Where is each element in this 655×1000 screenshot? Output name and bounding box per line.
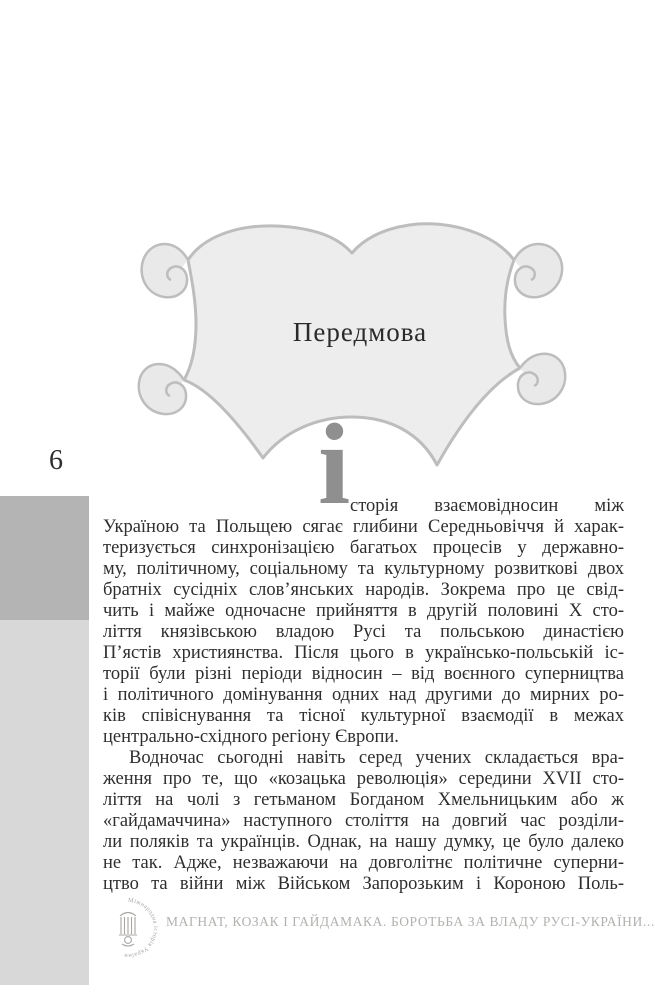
running-title: МАГНАТ, КОЗАК І ГАЙДАМАКА. БОРОТЬБА ЗА ВЛАДУ РУСІ-УКРАЇНИ... — [166, 914, 655, 929]
scroll-curl-bottom-left — [139, 364, 186, 414]
text-line: «гайдамаччина» наступного століття на довгий час розділи- — [103, 811, 624, 831]
seal-column-icon — [119, 913, 137, 947]
text-line: ків співіснування та тісної культурної взаємодії в межах — [103, 706, 624, 726]
page-number: 6 — [49, 445, 63, 476]
seal-ring-text: Міжнародна історія України — [123, 896, 160, 960]
text-line: Водночас сьогодні навіть серед учених складається вра- — [129, 748, 624, 768]
text-line: не так. Адже, незважаючи на довголітнє політичне суперни- — [103, 853, 624, 873]
text-line: Україною та Польщею сягає глибини Середньовіччя й харак- — [103, 517, 624, 537]
text-line: сторія взаємовідносин між — [350, 496, 624, 516]
text-line: цтво та війни між Військом Запорозьким і Короною Поль- — [103, 874, 624, 894]
scroll-curl-bottom-right — [518, 354, 565, 404]
margin-accent-bar-dark — [0, 496, 89, 620]
svg-text:Міжнародна історія України — [123, 897, 159, 959]
scroll-curl-top-right — [514, 244, 562, 297]
body-text — [103, 496, 624, 895]
text-line: торії були різні періоди відносин – від воєнного суперництва — [103, 664, 624, 684]
text-line: П’ястів християнства. Після цього в українсько-польській іс- — [103, 643, 624, 663]
scroll-curl-top-left — [142, 244, 188, 297]
text-line: братніх сусідніх слов’янських народів. Зокрема про це свід- — [103, 580, 624, 600]
preface-title: Передмова — [292, 317, 428, 347]
publisher-seal-logo — [96, 896, 160, 960]
text-line: центрально-східного регіону Європи. — [103, 727, 399, 747]
text-line: і політичного домінування одних над другими до мирних ро- — [103, 685, 624, 705]
text-line: му, політичному, соціальному та культурному розвиткові двох — [103, 559, 624, 579]
margin-accent-bar-light — [0, 620, 89, 985]
text-line: теризується синхронізацією багатьох процесів у державно- — [103, 538, 624, 558]
drop-cap-letter: і — [318, 401, 351, 529]
text-line: ження про те, що «козацька революція» середини XVII сто- — [103, 769, 624, 789]
text-line: ліття князівською владою Русі та польською династією — [103, 622, 624, 642]
text-line: ли поляків та українців. Однак, на нашу думку, це було далеко — [103, 832, 624, 852]
text-line: чить і майже одночасне прийняття в другій половині X сто- — [103, 601, 624, 621]
text-line: ліття на чолі з гетьманом Богданом Хмельницьким або ж — [103, 790, 624, 810]
